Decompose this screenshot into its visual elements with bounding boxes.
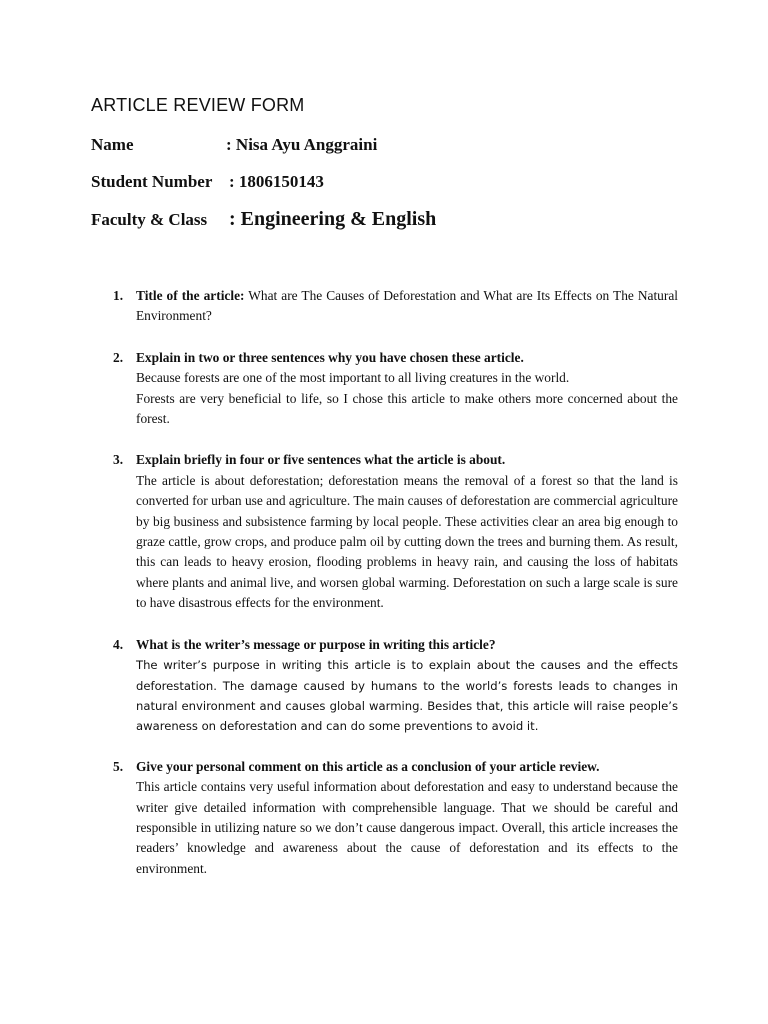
question-prompt: Explain in two or three sentences why you have chosen these article. bbox=[136, 349, 524, 365]
question-number: 5. bbox=[113, 758, 124, 774]
question-answer-line-1: Because forests are one of the most important to all living creatures in the world. bbox=[136, 370, 570, 386]
faculty-class-label: Faculty & Class bbox=[91, 210, 208, 229]
question-4 bbox=[113, 635, 678, 737]
question-1 bbox=[113, 286, 678, 327]
question-number: 2. bbox=[113, 349, 124, 365]
question-answer: This article contains very useful information about deforestation and easy to understand because the writer give detailed information with comprehensible language. That we should be careful and responsible in utilizing nature so we don’t cause dangerous impact. Overall, this article increases the readers’ knowledge and awareness about the cause of deforestation and its effects to the environment. bbox=[136, 779, 678, 876]
question-number: 1. bbox=[113, 288, 124, 303]
question-answer-line-2: Forests are very beneficial to life, so I chose this article to make others more concerned about the forest. bbox=[136, 390, 678, 427]
question-number: 3. bbox=[113, 452, 124, 468]
student-number-field bbox=[91, 171, 324, 193]
question-2 bbox=[113, 348, 678, 430]
question-prompt: What is the writer’s message or purpose in writing this article? bbox=[136, 636, 496, 652]
faculty-class-field bbox=[91, 208, 436, 231]
question-3 bbox=[113, 450, 678, 613]
question-prompt: Give your personal comment on this article as a conclusion of your article review. bbox=[136, 758, 600, 774]
question-answer: What are The Causes of Deforestation and What are Its Effects on The Natural Environment? bbox=[136, 288, 678, 324]
form-title: ARTICLE REVIEW FORM bbox=[91, 95, 305, 115]
question-list bbox=[113, 286, 678, 879]
student-number-value: : 1806150143 bbox=[229, 172, 324, 191]
question-answer: The writer’s purpose in writing this article is to explain about the causes and the effects deforestation. The damage caused by humans to the world’s forests leads to changes in natural environment and causes global warming. Besides that, this article will raise people’s awareness on deforestation and can do some preventions to avoid it. bbox=[136, 658, 678, 734]
name-label: Name bbox=[91, 135, 134, 154]
name-field bbox=[91, 134, 377, 156]
question-answer: The article is about deforestation; deforestation means the removal of a forest so that the land is converted for urban use and agriculture. The main causes of deforestation are commercial agriculture by big business and subsistence farming by local people. These activities clear an area big enough to graze cattle, grow crops, and produce palm oil by cutting down the trees and burning them. As result, this can leads to heavy erosion, flooding problems in heavy rain, and causing the loss of habitats where plants and animal live, and worsen global warming. Deforestation on such a large scale is sure to have disastrous effects for the environment. bbox=[136, 472, 678, 611]
question-number: 4. bbox=[113, 636, 124, 652]
name-value: : Nisa Ayu Anggraini bbox=[226, 135, 378, 154]
question-prompt: Title of the article: bbox=[136, 288, 245, 303]
faculty-class-value: : Engineering & English bbox=[229, 208, 437, 230]
question-5 bbox=[113, 757, 678, 879]
student-number-label: Student Number bbox=[91, 172, 213, 191]
question-prompt: Explain briefly in four or five sentences what the article is about. bbox=[136, 452, 506, 468]
